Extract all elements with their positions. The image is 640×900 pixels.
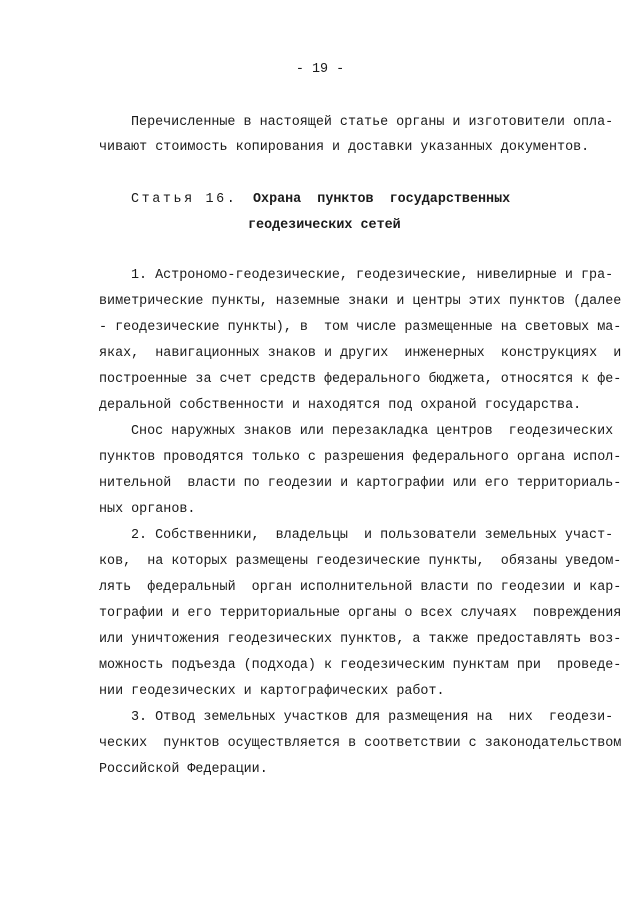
paragraph-line: лять федеральный орган исполнительной власти по геодезии и кар- [99,580,622,595]
paragraph-line: ных органов. [99,502,196,517]
paragraph-line: 1. Астрономо-геодезические, геодезические, нивелирные и гра- [131,268,614,283]
intro-line: чивают стоимость копирования и доставки указанных документов. [99,140,590,155]
paragraph-line: можность подъезда (подхода) к геодезическим пунктам при проведе- [99,658,622,673]
paragraph-line: нии геодезических и картографических работ. [99,684,445,699]
article-title-line-1: Охрана пунктов государственных [253,192,511,207]
paragraph-line: Снос наружных знаков или перезакладка центров геодезических [131,424,614,439]
paragraph-line: ков, на которых размещены геодезические пункты, обязаны уведом- [99,554,622,569]
paragraph-line: пунктов проводятся только с разрешения федерального органа испол- [99,450,622,465]
article-title-line-2: геодезических сетей [248,218,401,233]
intro-line: Перечисленные в настоящей статье органы и изготовители опла- [131,115,614,130]
paragraph-line: - геодезические пункты), в том числе размещенные на световых ма- [99,320,622,335]
paragraph-line: или уничтожения геодезических пунктов, а также предоставлять воз- [99,632,622,647]
paragraph-line: 3. Отвод земельных участков для размещения на них геодези- [131,710,614,725]
article-label: Статья 16. [131,192,238,207]
paragraph-line: виметрические пункты, наземные знаки и центры этих пунктов (далее [99,294,622,309]
paragraph-line: яках, навигационных знаков и других инженерных конструкциях и [99,346,622,361]
paragraph-line: ческих пунктов осуществляется в соответствии с законодательством [99,736,622,751]
paragraph-line: 2. Собственники, владельцы и пользователи земельных участ- [131,528,614,543]
paragraph-line: нительной власти по геодезии и картографии или его территориаль- [99,476,622,491]
paragraph-line: Российской Федерации. [99,762,268,777]
paragraph-line: тографии и его территориальные органы о всех случаях повреждения [99,606,622,621]
paragraph-line: деральной собственности и находятся под охраной государства. [99,398,582,413]
paragraph-line: построенные за счет средств федерального бюджета, относятся к фе- [99,372,622,387]
page-number: - 19 - [295,62,345,77]
